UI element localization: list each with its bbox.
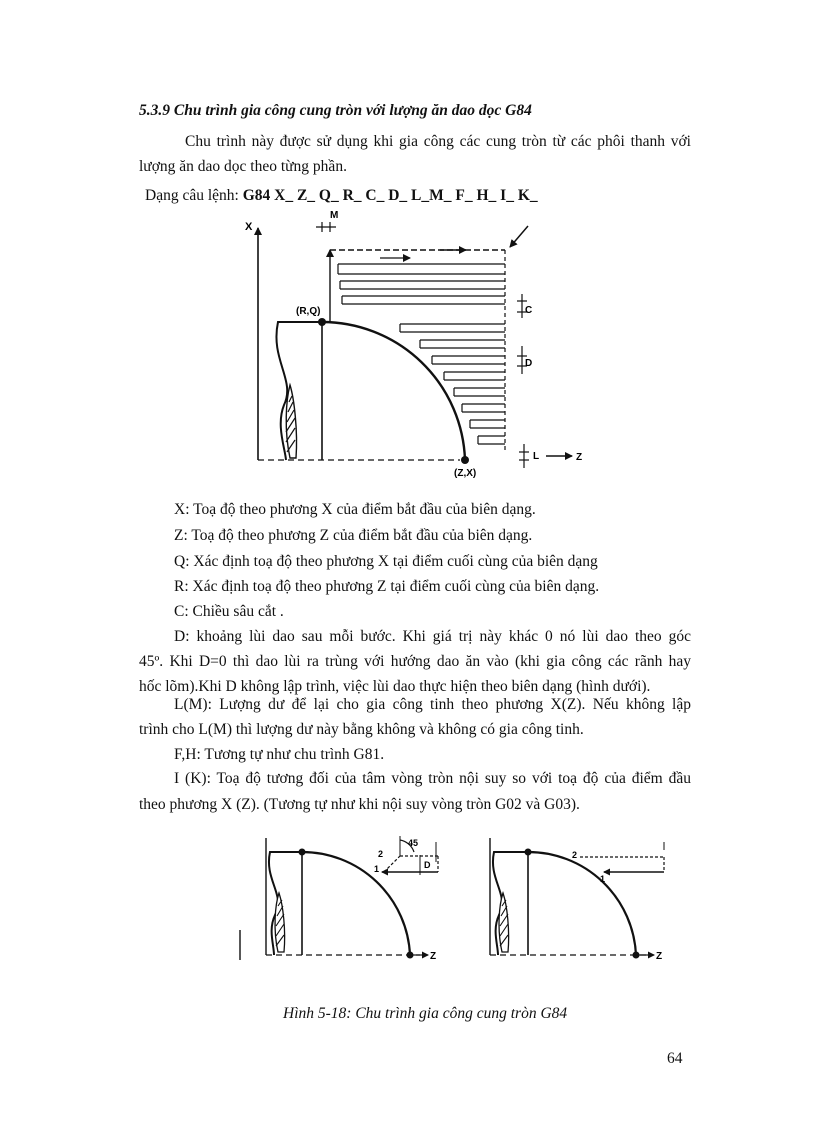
z-axis-label: Z — [576, 452, 583, 463]
retract-45-figure — [240, 836, 438, 962]
left-point-2: 2 — [378, 849, 384, 859]
param-l-line-2: trình cho L(M) thì lượng dư này bằng không và không có gia công tinh. — [139, 721, 584, 738]
param-fh: F,H: Tương tự như chu trình G81. — [174, 746, 385, 763]
x-axis-label: X — [245, 221, 253, 233]
left-angle-label: 45 — [408, 838, 419, 848]
param-x: X: Toạ độ theo phương X của điểm bắt đầu của biên dạng. — [174, 501, 536, 518]
intro-line-1: Chu trình này được sử dụng khi gia công các cung tròn từ các phôi thanh với — [185, 133, 691, 150]
intro-line-2: lượng ăn dao dọc theo từng phần. — [139, 158, 347, 175]
param-ik-line-2: theo phương X (Z). (Tương tự như khi nội suy vòng tròn G02 và G03). — [139, 796, 580, 813]
label-m: M — [330, 210, 339, 221]
right-axis-z: Z — [656, 951, 663, 962]
param-z: Z: Toạ độ theo phương Z của điểm bắt đầu của biên dạng. — [174, 527, 533, 544]
syntax-command: G84 X_ Z_ Q_ R_ C_ D_ L_M_ F_ H_ I_ K_ — [242, 187, 538, 204]
param-c: C: Chiều sâu cắt . — [174, 603, 284, 620]
param-l-line-1: L(M): Lượng dư để lại cho gia công tinh theo phương X(Z). Nếu không lập — [174, 696, 691, 713]
section-heading: 5.3.9 Chu trình gia công cung tròn với lượng ăn dao dọc G84 — [139, 102, 532, 119]
label-d: D — [525, 358, 533, 369]
label-zx: (Z,X) — [454, 468, 477, 479]
right-point-1: 1 — [600, 874, 606, 884]
retract-profile-figure — [490, 838, 664, 962]
label-c: C — [525, 305, 533, 316]
param-r: R: Xác định toạ độ theo phương Z tại điểm cuối cùng của biên dạng. — [174, 578, 600, 595]
syntax-label: Dạng câu lệnh: — [145, 187, 239, 204]
param-ik-line-1: I (K): Toạ độ tương đối của tâm vòng tròn nội suy so với toạ độ của điểm đầu — [174, 770, 691, 787]
param-q: Q: Xác định toạ độ theo phương X tại điểm cuối cùng của biên dạng — [174, 553, 598, 570]
left-axis-z: Z — [430, 951, 437, 962]
param-d-line-1: D: khoảng lùi dao sau mỗi bước. Khi giá trị này khác 0 nó lùi dao theo góc — [174, 628, 691, 645]
label-l: L — [533, 451, 540, 462]
figure-caption: Hình 5-18: Chu trình gia công cung tròn G84 — [283, 1005, 568, 1022]
left-label-d: D — [424, 860, 431, 870]
right-point-2: 2 — [572, 850, 578, 860]
param-d-line-3: hốc lõm).Khi D không lập trình, việc lùi dao thực hiện theo biên dạng (hình dưới). — [139, 678, 651, 695]
param-d-line-2: 45º. Khi D=0 thì dao lùi ra trùng với hướng dao ăn vào (khi gia công các rãnh hay — [139, 653, 691, 670]
label-rq: (R,Q) — [296, 306, 321, 317]
page-number: 64 — [667, 1050, 683, 1067]
left-point-1: 1 — [374, 864, 380, 874]
